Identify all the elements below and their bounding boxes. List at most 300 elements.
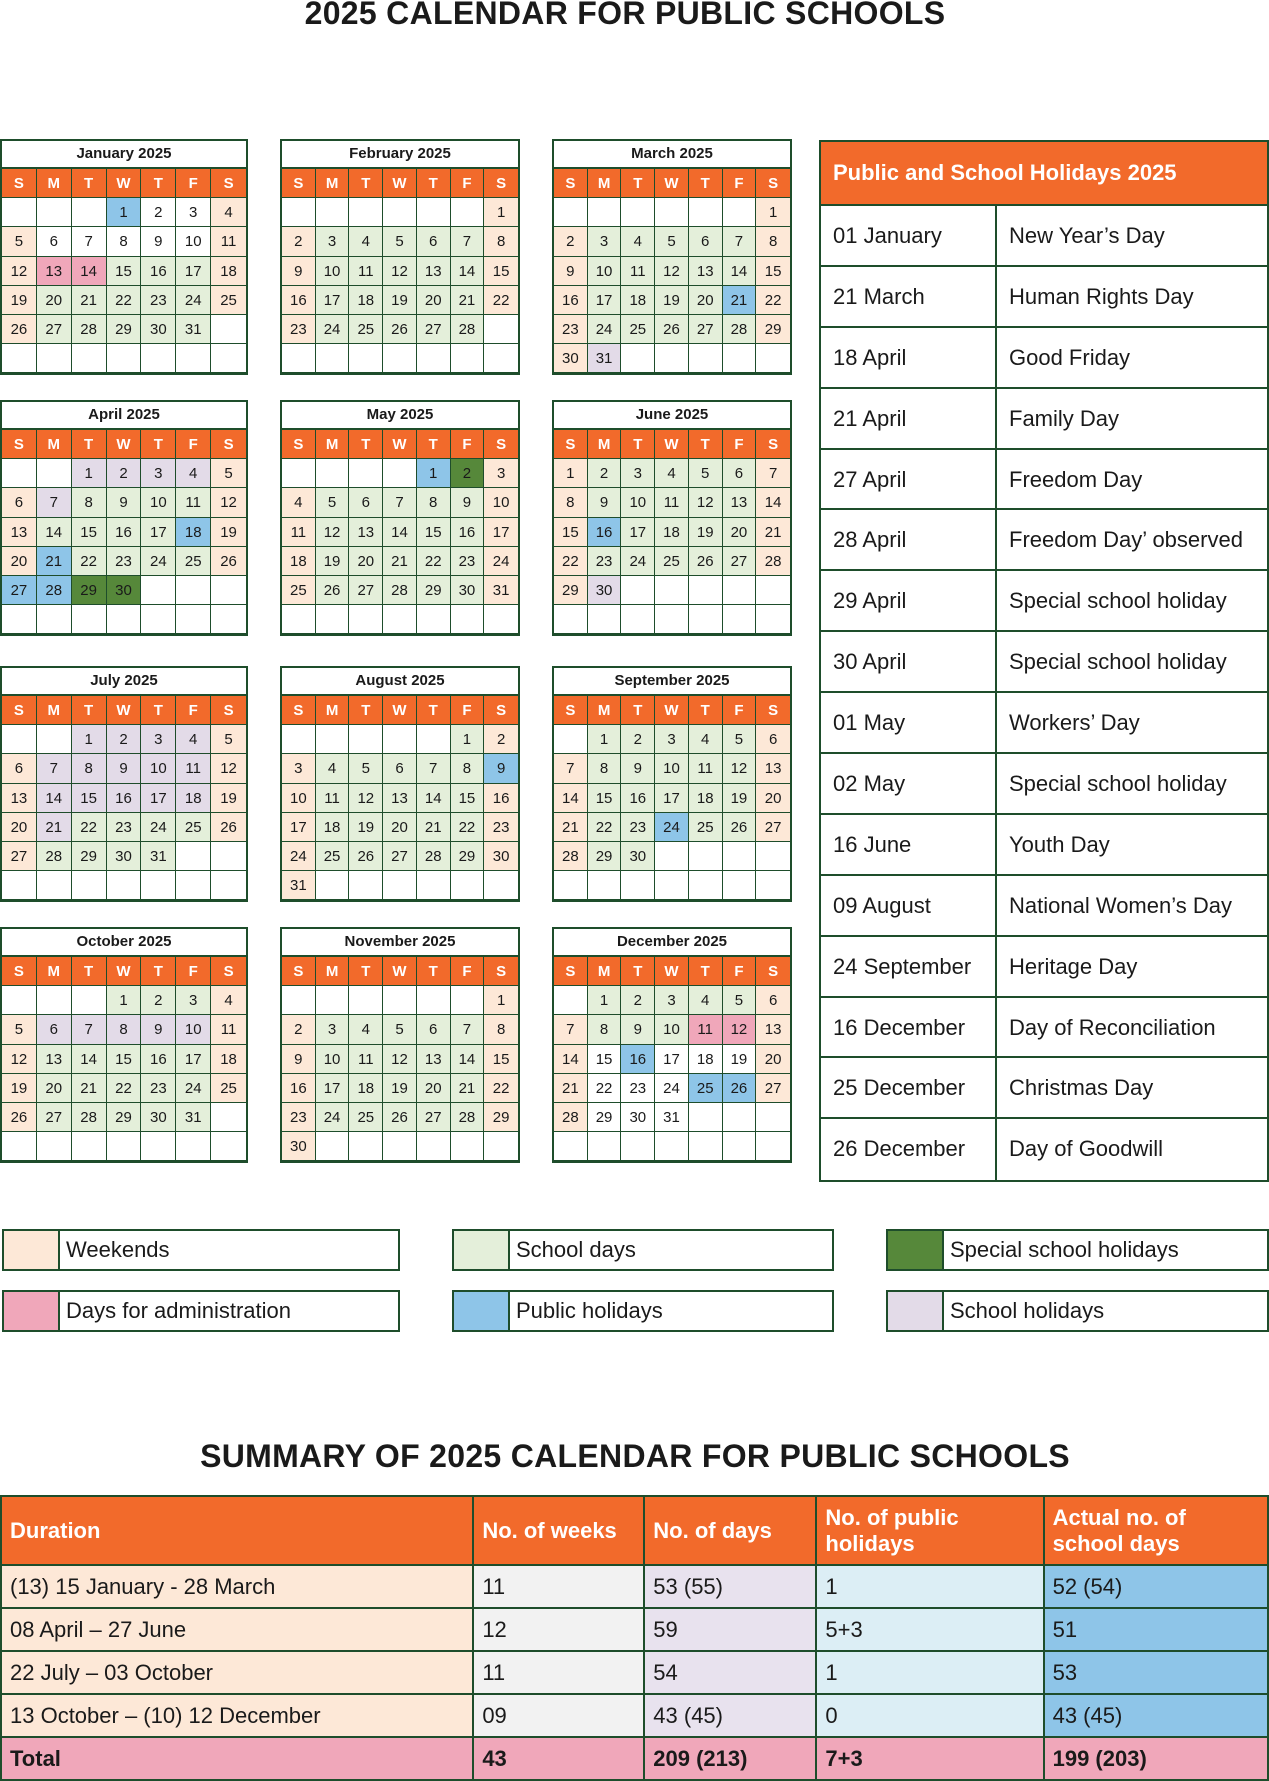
day-cell: 26	[383, 315, 417, 344]
empty-cell	[484, 871, 518, 900]
weekday-header: M	[588, 696, 622, 725]
empty-cell	[141, 576, 176, 605]
empty-cell	[554, 725, 588, 754]
empty-cell	[723, 344, 757, 373]
empty-cell	[756, 1132, 790, 1161]
day-cell: 14	[451, 1045, 485, 1074]
holiday-date: 28 April	[821, 510, 997, 569]
empty-cell	[211, 344, 246, 373]
holiday-name: Special school holiday	[1009, 588, 1227, 614]
weekday-header: T	[621, 957, 655, 986]
weekday-header: S	[211, 430, 246, 459]
holiday-name: Youth Day	[1009, 831, 1110, 857]
summary-cell: 09	[473, 1694, 644, 1737]
day-cell: 23	[621, 813, 655, 842]
day-cell: 29	[451, 842, 485, 871]
weekday-header: F	[723, 957, 757, 986]
holiday-row	[821, 998, 1267, 1059]
day-cell: 17	[588, 286, 622, 315]
legend-swatch	[888, 1292, 944, 1330]
day-cell: 27	[417, 315, 451, 344]
weekday-header: T	[621, 430, 655, 459]
day-cell: 13	[383, 784, 417, 813]
empty-cell	[588, 198, 622, 227]
weekday-header: T	[689, 169, 723, 198]
empty-cell	[2, 605, 37, 634]
day-cell: 2	[621, 986, 655, 1015]
empty-cell	[37, 344, 72, 373]
day-cell: 12	[689, 488, 723, 517]
holidays-table-title: Public and School Holidays 2025	[821, 142, 1267, 206]
day-cell: 3	[141, 459, 176, 488]
month-calendar	[0, 139, 248, 375]
empty-cell	[417, 605, 451, 634]
legend-item	[2, 1229, 400, 1271]
day-cell: 27	[756, 813, 790, 842]
day-cell: 23	[141, 286, 176, 315]
day-cell: 16	[451, 518, 485, 547]
day-cell: 1	[107, 986, 142, 1015]
day-cell: 25	[316, 842, 350, 871]
day-cell: 24	[282, 842, 316, 871]
day-cell: 19	[316, 547, 350, 576]
day-cell: 16	[107, 518, 142, 547]
day-cell: 2	[621, 725, 655, 754]
weekday-header: T	[689, 696, 723, 725]
day-cell: 26	[316, 576, 350, 605]
empty-cell	[72, 198, 107, 227]
empty-cell	[451, 344, 485, 373]
day-cell: 20	[417, 286, 451, 315]
empty-cell	[417, 871, 451, 900]
empty-cell	[349, 871, 383, 900]
empty-cell	[316, 459, 350, 488]
empty-cell	[451, 871, 485, 900]
empty-cell	[689, 1103, 723, 1132]
weekday-header: M	[588, 169, 622, 198]
day-cell: 19	[211, 518, 246, 547]
holiday-date: 26 December	[821, 1119, 997, 1180]
empty-cell	[282, 725, 316, 754]
day-cell: 12	[655, 257, 689, 286]
empty-cell	[588, 605, 622, 634]
weekday-header: S	[2, 957, 37, 986]
day-cell: 28	[451, 315, 485, 344]
day-cell: 13	[756, 754, 790, 783]
weekday-header: T	[349, 169, 383, 198]
day-cell: 10	[316, 257, 350, 286]
empty-cell	[417, 1132, 451, 1161]
weekday-header: W	[655, 430, 689, 459]
day-cell: 28	[72, 315, 107, 344]
empty-cell	[316, 725, 350, 754]
day-cell: 7	[383, 488, 417, 517]
weekday-header: S	[2, 169, 37, 198]
legend-swatch	[454, 1231, 510, 1269]
weekday-header: T	[72, 957, 107, 986]
day-cell: 6	[349, 488, 383, 517]
day-cell: 27	[349, 576, 383, 605]
holiday-date: 02 May	[821, 754, 997, 813]
day-cell: 3	[282, 754, 316, 783]
day-cell: 5	[723, 725, 757, 754]
summary-cell: 54	[644, 1651, 816, 1694]
day-cell: 11	[211, 227, 246, 256]
weekday-header: T	[141, 169, 176, 198]
day-cell: 23	[282, 1103, 316, 1132]
empty-cell	[451, 605, 485, 634]
day-cell: 26	[689, 547, 723, 576]
day-cell: 30	[107, 842, 142, 871]
day-cell: 25	[211, 1074, 246, 1103]
weekday-header: M	[316, 430, 350, 459]
day-cell: 6	[2, 488, 37, 517]
day-cell: 20	[349, 547, 383, 576]
empty-cell	[655, 576, 689, 605]
day-cell: 14	[756, 488, 790, 517]
day-cell: 9	[107, 488, 142, 517]
legend-swatch	[888, 1231, 944, 1269]
day-cell: 9	[554, 257, 588, 286]
day-cell: 17	[316, 1074, 350, 1103]
page-title: 2025 CALENDAR FOR PUBLIC SCHOOLS	[304, 0, 946, 31]
weekday-header: S	[211, 957, 246, 986]
weekday-header: T	[349, 430, 383, 459]
empty-cell	[37, 986, 72, 1015]
day-cell: 16	[554, 286, 588, 315]
holiday-row	[821, 267, 1267, 328]
day-cell: 17	[316, 286, 350, 315]
legend-label: School holidays	[950, 1298, 1105, 1323]
holiday-row	[821, 693, 1267, 754]
legend-label: Days for administration	[66, 1298, 291, 1323]
day-cell: 6	[37, 227, 72, 256]
day-cell: 23	[107, 547, 142, 576]
empty-cell	[756, 1103, 790, 1132]
day-cell: 16	[141, 257, 176, 286]
day-cell: 3	[655, 986, 689, 1015]
day-cell: 29	[588, 842, 622, 871]
empty-cell	[37, 871, 72, 900]
holiday-row	[821, 389, 1267, 450]
day-cell: 6	[417, 227, 451, 256]
day-cell: 22	[451, 813, 485, 842]
day-cell: 3	[316, 1015, 350, 1044]
day-cell: 30	[588, 576, 622, 605]
empty-cell	[176, 344, 211, 373]
day-cell: 16	[141, 1045, 176, 1074]
day-cell: 6	[383, 754, 417, 783]
day-cell: 22	[588, 1074, 622, 1103]
day-cell: 7	[451, 227, 485, 256]
day-cell: 9	[107, 754, 142, 783]
day-cell: 19	[349, 813, 383, 842]
day-cell: 22	[554, 547, 588, 576]
empty-cell	[588, 871, 622, 900]
month-calendar	[552, 666, 792, 902]
empty-cell	[756, 344, 790, 373]
day-cell: 1	[588, 986, 622, 1015]
day-cell: 18	[349, 286, 383, 315]
empty-cell	[621, 198, 655, 227]
day-cell: 8	[451, 754, 485, 783]
day-cell: 28	[554, 1103, 588, 1132]
day-cell: 25	[349, 1103, 383, 1132]
day-cell: 18	[689, 1045, 723, 1074]
day-cell: 13	[349, 518, 383, 547]
holiday-date: 27 April	[821, 450, 997, 509]
day-cell: 9	[621, 754, 655, 783]
empty-cell	[689, 576, 723, 605]
day-cell: 28	[37, 576, 72, 605]
empty-cell	[316, 605, 350, 634]
day-cell: 26	[723, 1074, 757, 1103]
month-title: June 2025	[554, 402, 790, 430]
empty-cell	[72, 605, 107, 634]
empty-cell	[282, 459, 316, 488]
day-cell: 21	[756, 518, 790, 547]
day-cell: 3	[176, 986, 211, 1015]
day-cell: 9	[282, 257, 316, 286]
weekday-header: S	[282, 957, 316, 986]
day-cell: 31	[655, 1103, 689, 1132]
day-cell: 31	[176, 1103, 211, 1132]
day-cell: 2	[588, 459, 622, 488]
day-cell: 13	[37, 1045, 72, 1074]
holiday-date: 01 May	[821, 693, 997, 752]
empty-cell	[211, 871, 246, 900]
day-cell: 12	[2, 1045, 37, 1074]
day-cell: 10	[316, 1045, 350, 1074]
empty-cell	[723, 871, 757, 900]
empty-cell	[756, 605, 790, 634]
day-cell: 21	[72, 1074, 107, 1103]
empty-cell	[107, 344, 142, 373]
empty-cell	[72, 344, 107, 373]
empty-cell	[211, 576, 246, 605]
day-cell: 12	[2, 257, 37, 286]
empty-cell	[37, 725, 72, 754]
weekday-header: M	[316, 957, 350, 986]
month-title: October 2025	[2, 929, 246, 957]
day-cell: 5	[349, 754, 383, 783]
day-cell: 20	[756, 784, 790, 813]
day-cell: 3	[655, 725, 689, 754]
day-cell: 28	[756, 547, 790, 576]
holiday-name: Good Friday	[1009, 344, 1131, 370]
empty-cell	[689, 871, 723, 900]
day-cell: 26	[655, 315, 689, 344]
day-cell: 8	[756, 227, 790, 256]
day-cell: 2	[107, 725, 142, 754]
holiday-name: Day of Reconciliation	[1009, 1014, 1216, 1040]
day-cell: 3	[316, 227, 350, 256]
legend-label: Public holidays	[516, 1298, 663, 1323]
day-cell: 11	[349, 257, 383, 286]
day-cell: 10	[141, 488, 176, 517]
day-cell: 16	[107, 784, 142, 813]
empty-cell	[211, 842, 246, 871]
day-cell: 3	[141, 725, 176, 754]
day-cell: 23	[554, 315, 588, 344]
day-cell: 4	[211, 986, 246, 1015]
summary-cell: 1	[816, 1565, 1043, 1608]
day-cell: 20	[2, 813, 37, 842]
summary-total-cell: Total	[1, 1737, 473, 1780]
day-cell: 22	[484, 1074, 518, 1103]
summary-cell: 59	[644, 1608, 816, 1651]
holiday-date: 25 December	[821, 1058, 997, 1117]
empty-cell	[621, 344, 655, 373]
weekday-header: F	[451, 957, 485, 986]
holiday-row	[821, 632, 1267, 693]
empty-cell	[417, 986, 451, 1015]
day-cell: 6	[689, 227, 723, 256]
day-cell: 28	[417, 842, 451, 871]
weekday-header: W	[655, 169, 689, 198]
holiday-name: Workers’ Day	[1009, 710, 1140, 736]
empty-cell	[655, 605, 689, 634]
day-cell: 8	[484, 1015, 518, 1044]
weekday-header: T	[417, 696, 451, 725]
day-cell: 23	[141, 1074, 176, 1103]
day-cell: 18	[282, 547, 316, 576]
day-cell: 4	[316, 754, 350, 783]
empty-cell	[2, 198, 37, 227]
holiday-row	[821, 510, 1267, 571]
weekday-header: F	[176, 957, 211, 986]
empty-cell	[282, 198, 316, 227]
day-cell: 9	[484, 754, 518, 783]
weekday-header: S	[756, 169, 790, 198]
weekday-header: S	[484, 169, 518, 198]
day-cell: 11	[655, 488, 689, 517]
day-cell: 10	[176, 1015, 211, 1044]
weekday-header: S	[756, 957, 790, 986]
day-cell: 1	[484, 986, 518, 1015]
day-cell: 14	[72, 257, 107, 286]
weekday-header: T	[417, 430, 451, 459]
day-cell: 29	[484, 1103, 518, 1132]
empty-cell	[349, 725, 383, 754]
day-cell: 25	[176, 813, 211, 842]
empty-cell	[756, 576, 790, 605]
holiday-date: 16 June	[821, 815, 997, 874]
weekday-header: S	[282, 430, 316, 459]
day-cell: 23	[484, 813, 518, 842]
day-cell: 8	[72, 754, 107, 783]
summary-title: SUMMARY OF 2025 CALENDAR FOR PUBLIC SCHOOLS	[200, 1438, 1070, 1474]
day-cell: 26	[383, 1103, 417, 1132]
summary-header: Duration	[1, 1496, 473, 1565]
weekday-header: M	[316, 696, 350, 725]
day-cell: 5	[383, 1015, 417, 1044]
day-cell: 1	[72, 725, 107, 754]
holiday-date: 29 April	[821, 571, 997, 630]
empty-cell	[655, 198, 689, 227]
day-cell: 14	[451, 257, 485, 286]
month-calendar	[552, 139, 792, 375]
day-cell: 9	[451, 488, 485, 517]
day-cell: 19	[689, 518, 723, 547]
day-cell: 8	[107, 227, 142, 256]
day-cell: 27	[37, 315, 72, 344]
weekday-header: T	[141, 957, 176, 986]
summary-row	[1, 1694, 1268, 1737]
day-cell: 20	[689, 286, 723, 315]
empty-cell	[588, 1132, 622, 1161]
day-cell: 9	[141, 227, 176, 256]
weekday-header: T	[141, 696, 176, 725]
month-title: September 2025	[554, 668, 790, 696]
empty-cell	[211, 315, 246, 344]
weekday-header: S	[282, 696, 316, 725]
weekday-header: M	[37, 957, 72, 986]
day-cell: 14	[72, 1045, 107, 1074]
empty-cell	[689, 1132, 723, 1161]
empty-cell	[383, 459, 417, 488]
empty-cell	[37, 198, 72, 227]
summary-total-row	[1, 1737, 1268, 1780]
day-cell: 7	[554, 754, 588, 783]
day-cell: 24	[316, 1103, 350, 1132]
empty-cell	[621, 1132, 655, 1161]
month-calendar	[280, 400, 520, 636]
day-cell: 21	[417, 813, 451, 842]
weekday-header: W	[107, 430, 142, 459]
empty-cell	[417, 725, 451, 754]
day-cell: 2	[141, 198, 176, 227]
weekday-header: M	[37, 169, 72, 198]
empty-cell	[554, 1132, 588, 1161]
empty-cell	[316, 986, 350, 1015]
empty-cell	[689, 198, 723, 227]
day-cell: 6	[756, 986, 790, 1015]
empty-cell	[72, 1132, 107, 1161]
empty-cell	[141, 605, 176, 634]
day-cell: 10	[141, 754, 176, 783]
empty-cell	[107, 871, 142, 900]
holiday-date: 18 April	[821, 328, 997, 387]
empty-cell	[107, 605, 142, 634]
empty-cell	[282, 986, 316, 1015]
summary-cell: 43 (45)	[1044, 1694, 1268, 1737]
day-cell: 19	[383, 1074, 417, 1103]
day-cell: 23	[282, 315, 316, 344]
day-cell: 7	[554, 1015, 588, 1044]
day-cell: 4	[211, 198, 246, 227]
day-cell: 23	[621, 1074, 655, 1103]
weekday-header: S	[211, 169, 246, 198]
summary-cell: 12	[473, 1608, 644, 1651]
summary-cell: 51	[1044, 1608, 1268, 1651]
empty-cell	[349, 1132, 383, 1161]
legend-swatch	[4, 1231, 60, 1269]
weekday-header: S	[756, 696, 790, 725]
empty-cell	[484, 1132, 518, 1161]
empty-cell	[316, 1132, 350, 1161]
empty-cell	[723, 198, 757, 227]
day-cell: 5	[211, 459, 246, 488]
summary-cell: 53	[1044, 1651, 1268, 1694]
summary-cell: 0	[816, 1694, 1043, 1737]
day-cell: 12	[723, 754, 757, 783]
day-cell: 24	[655, 1074, 689, 1103]
day-cell: 11	[349, 1045, 383, 1074]
weekday-header: F	[723, 169, 757, 198]
day-cell: 2	[554, 227, 588, 256]
day-cell: 7	[72, 227, 107, 256]
